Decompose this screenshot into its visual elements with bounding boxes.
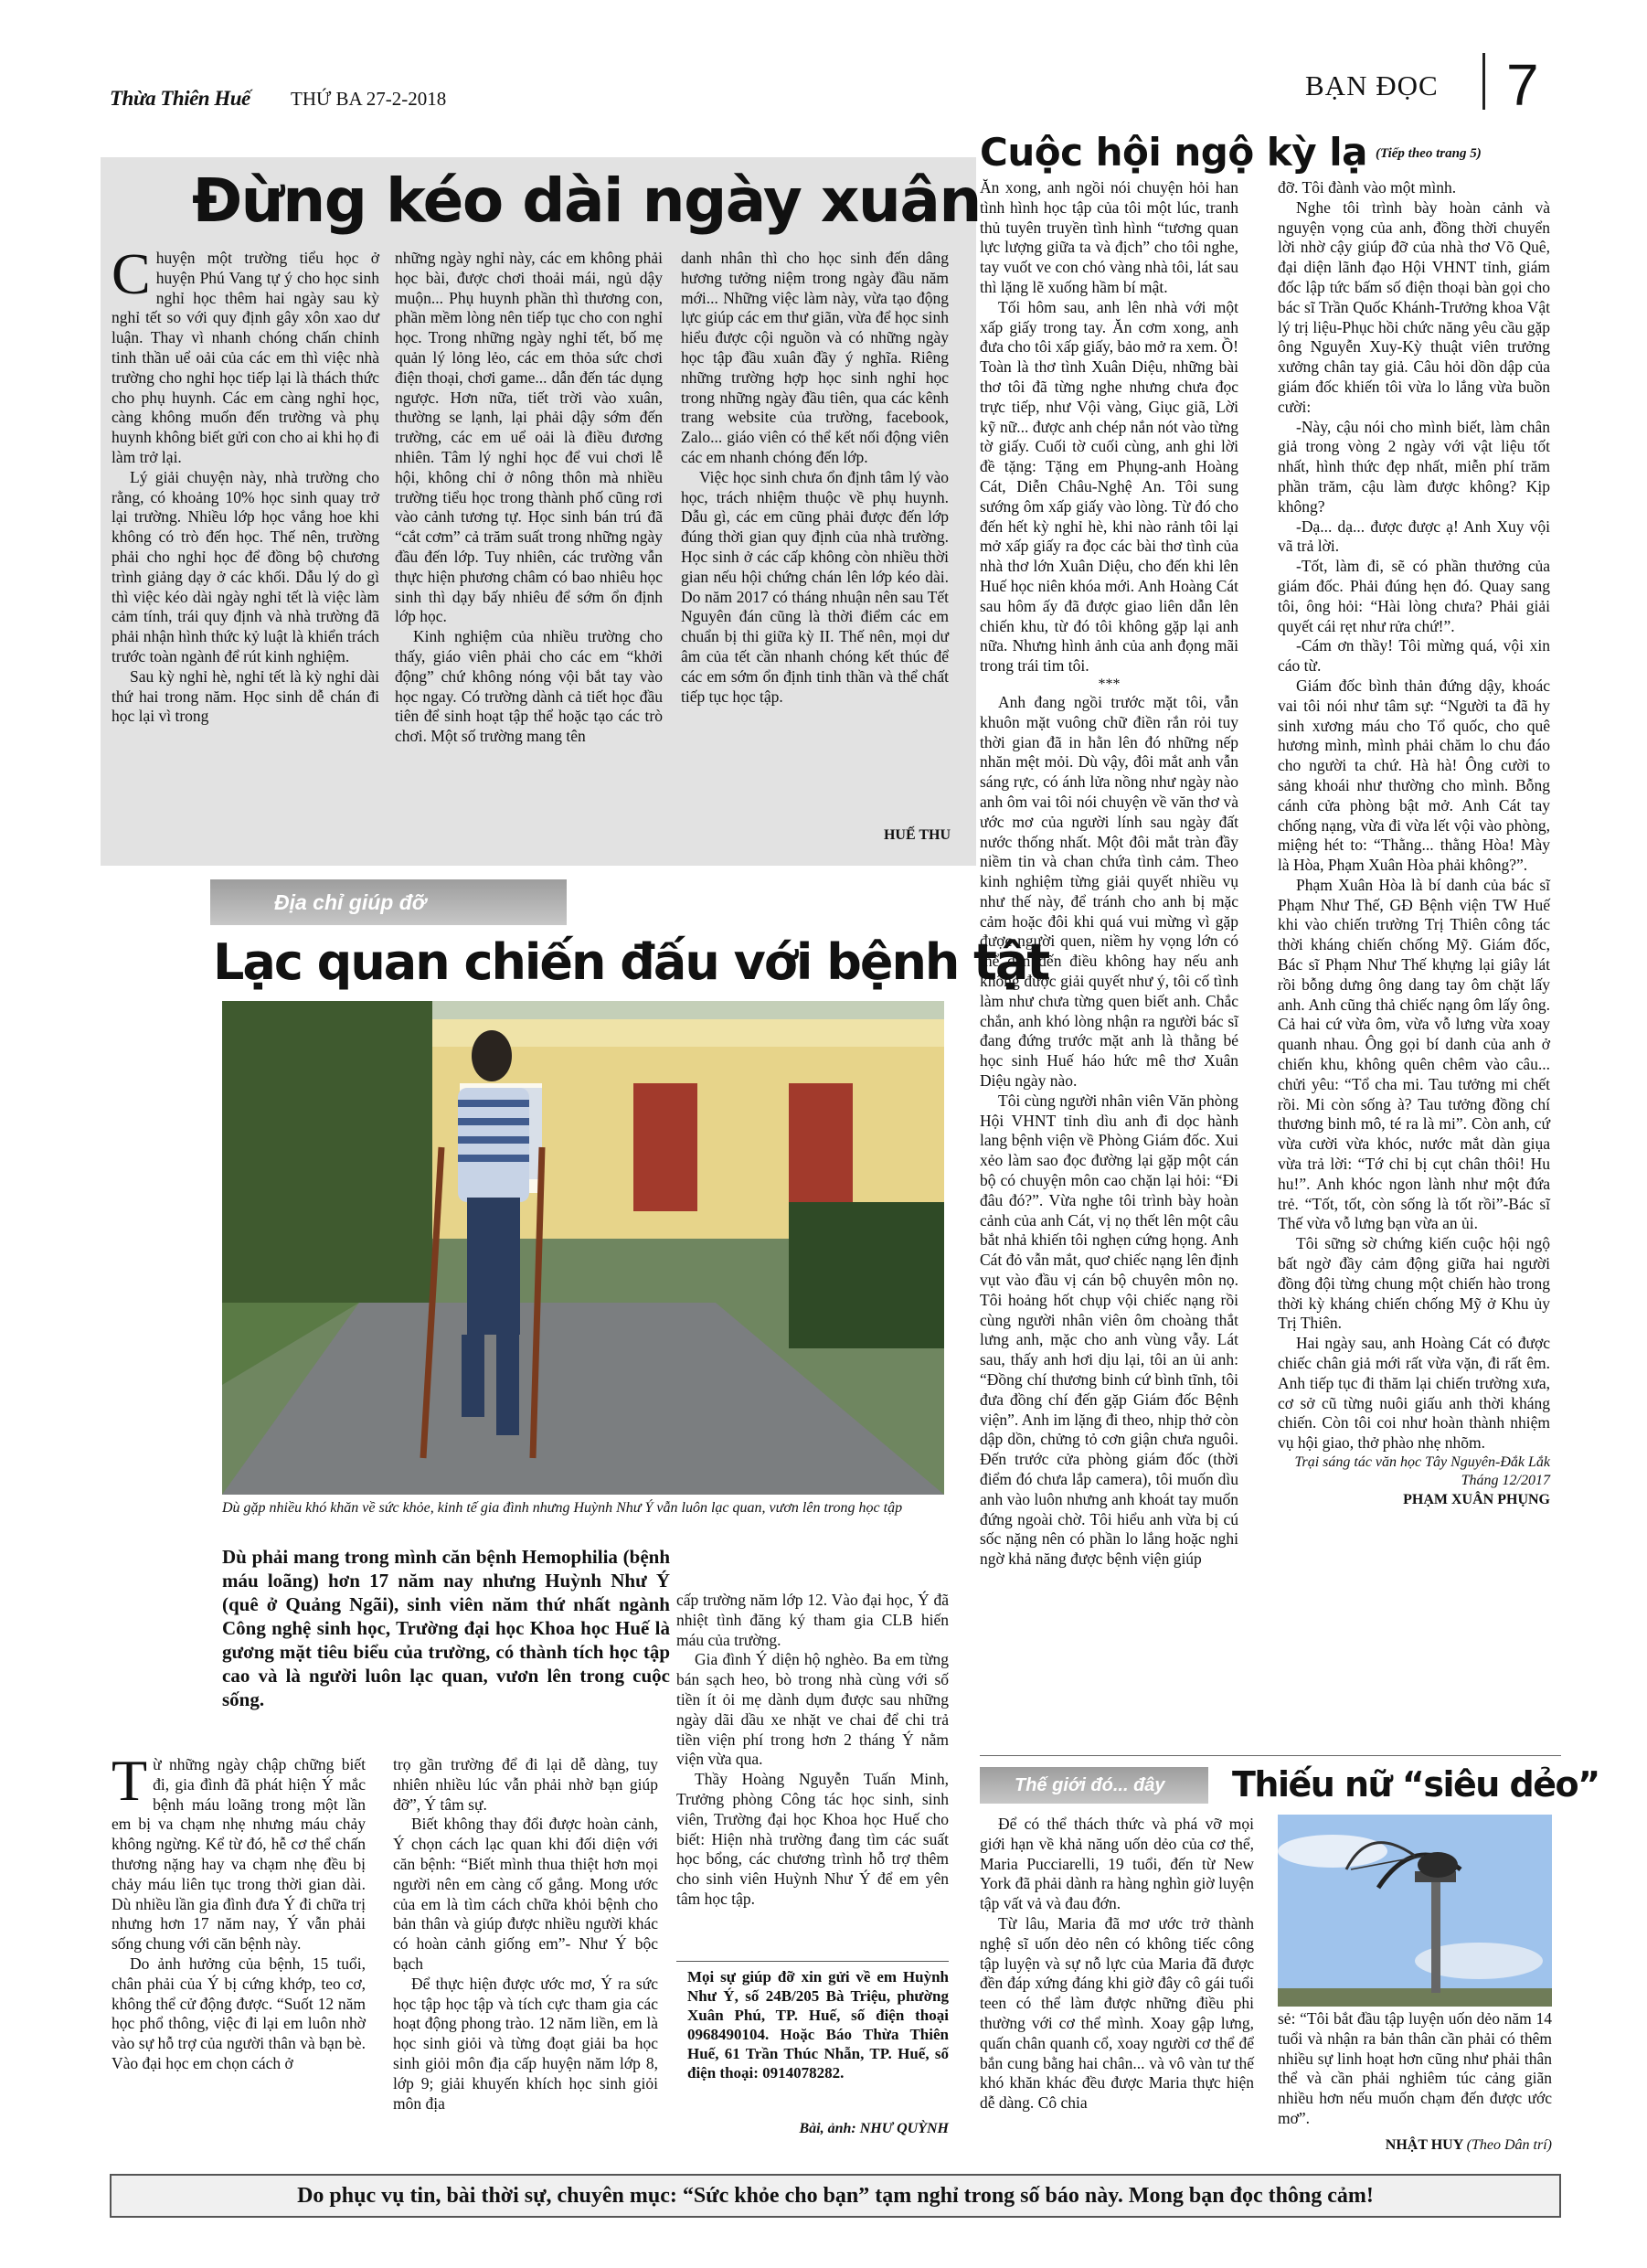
- paragraph: Sau kỳ nghỉ hè, nghỉ tết là kỳ nghỉ dài thứ hai trong năm. Học sinh dễ chán đi học lại vì trong: [112, 666, 379, 726]
- paragraph: Tôi cùng người nhân viên Văn phòng Hội VHNT tỉnh dìu anh đi dọc hành lang bệnh viện về Phòng Giám đốc. Xui xẻo làm sao đọc đường lại gặp một cán bộ có chuyện môn cao chặn lại hỏi: “Đi đâu đó?”. Vừa nghe tôi trình bày hoàn cảnh của anh Cát, vị nọ thết lên một câu bắt nhả khiến tôi nghẹn cứng họng. Anh Cát đỏ vẫn mắt, quơ chiếc nạng lên định vụt vào đầu vị cán bộ chuyên môn nọ. Tôi hoảng hốt chụp vội chiếc nạng rồi cùng người nhân viên ôm choàng thắt lưng anh, mặc cho anh vùng vẫy. Lát sau, thấy anh hơi dịu lại, tôi an ủi anh: “Đồng chí thương binh cứ bình tĩnh, tôi đưa đồng chí đến gặp Giám đốc Bệnh viện”. Anh im lặng đi theo, nhịp thở còn dập dồn, chửng tỏ cơn giận chưa nguôi. Đến trước cửa phòng giám đốc (thời điểm đó chưa lắp camera), tôi muốn dìu anh vào luôn nhưng anh khoát tay muốn đứng ngoài chờ. Tôi hiểu anh vừa bị cú sốc nặng nên có phần lo lắng hoặc nghi ngờ khả năng được bệnh viện giúp: [980, 1091, 1238, 1569]
- article3-title: Cuộc hội ngộ kỳ lạ: [980, 130, 1367, 175]
- article4-title: Thiếu nữ “siêu dẻo”: [1232, 1764, 1599, 1805]
- paragraph: trọ gần trường để đi lại dễ dàng, tuy nhiên nhiều lúc vẫn phải nhờ bạn giúp đỡ”, Ý tâm sự.: [393, 1755, 658, 1814]
- paragraph: những ngày nghỉ này, các em không phải học bài, được chơi thoải mái, ngủ dậy muộn... Phụ huynh phần thì thương con, phần mềm lòng nên tiếp tục cho con nghỉ học. Trong những ngày nghỉ tết, bố mẹ quản lý lỏng lẻo, các em thỏa sức chơi điện thoại, chơi game... dẫn đến tác dụng ngược. Hơn nữa, tiết trời vào xuân, thường se lạnh, lại phải dậy sớm đến trường, các em uể oải là điều đương nhiên. Tâm lý nghỉ học để vui chơi lễ hội, không chỉ ở nông thôn mà nhiều trường tiểu học trong thành phố cũng rơi vào cảnh tương tự. Học sinh bán trú đã “cắt cơm” cả trăm suất trong những ngày đầu đến lớp. Tuy nhiên, các trường vẫn thực hiện phương châm có bao nhiêu học sinh thì dạy bấy nhiêu để sớm ổn định lớp học.: [395, 249, 663, 626]
- paragraph: đỡ. Tôi đành vào một mình.: [1278, 178, 1457, 197]
- paragraph: Kinh nghiệm của nhiều trường cho thấy, giáo viên phải cho các em “khởi động” chứ không nóng vội bắt tay vào học ngay. Có trường dành cả tiết học đầu tiên để sinh hoạt tập thể hoặc tạo các trò chơi. Một số trường mang tên: [395, 627, 663, 746]
- paragraph: Anh đang ngồi trước mặt tôi, vẫn khuôn mặt vuông chữ điền rắn rỏi tuy thời gian đã in hằn lên đó những nếp nhăn mệt mỏi. Dù vậy, đôi mắt anh vẫn sáng rực, có ánh lửa nồng như ngày nào anh ôm vai tôi nói chuyện về văn thơ và ước mơ của người lính sau ngày đất nước thống nhất. Một đôi mắt tràn đầy niềm tin và chan chứa tình cảm. Theo kinh nghiệm từng giải quyết nhiều vụ như thế này, để tránh cho anh bị mặc cảm hoặc đôi khi quá vui mừng vì gặp được người quen, niềm hy vọng lớn có thể dẫn đến điều không hay nếu anh không được giải quyết như ý, tôi cố tình làm như chưa từng quen biết anh. Chắc chắn, anh khó lòng nhận ra người bác sĩ đang đứng trước mặt anh là thằng bé học sinh Huế háo hức mê thơ Xuân Diệu ngày nào.: [980, 692, 1238, 1091]
- paragraph: Hai ngày sau, anh Hoàng Cát có được chiếc chân giả mới rất vừa vặn, đi rất êm. Anh tiếp tục đi thăm lại chiến trường xưa, cơ sở cũ từng nuôi giấu anh thời kháng chiến. Còn tôi coi như hoàn thành nhiệm vụ hội giao, thở phào nhẹ nhõm.: [1278, 1334, 1550, 1453]
- paragraph: Nghe tôi trình bày hoàn cảnh và nguyện vọng của anh, đồng thời chuyển lời nhờ cậy giúp đỡ của nhà thơ Võ Quê, đại diện lãnh đạo Hội VHNT tỉnh, giám đốc lập tức bấm số điện thoại bàn gọi cho bác sĩ Trần Quốc Khánh-Trưởng khoa Vật lý trị liệu-Phục hồi chức năng yêu cầu gặp ông Nguyễn Xuy-Kỳ thuật viên trưởng xưởng chân tay giả. Câu hỏi dồn dập của giám đốc khiến tôi vừa lo lắng vừa buồn cười:: [1278, 197, 1550, 416]
- article1-col2: [395, 249, 663, 747]
- paragraph: Để thực hiện được ước mơ, Ý ra sức học tập học tập và tích cực tham gia các hoạt động phong trào. 12 năm liền, em là học sinh giỏi và từng đoạt giải ba học sinh giỏi môn địa cấp huyện năm lớp 8, lớp 9; giải khuyến khích học sinh giỏi môn địa: [393, 1974, 658, 2113]
- paragraph: -Cám ơn thầy! Tôi mừng quá, vội xin cáo từ.: [1278, 636, 1550, 676]
- section-break: ***: [1098, 676, 1121, 692]
- article2-title: Lạc quan chiến đấu với bệnh tật: [213, 933, 1049, 991]
- page-number: 7: [1506, 52, 1539, 118]
- article1-title: Đừng kéo dài ngày xuân: [192, 165, 981, 236]
- paragraph: Tối hôm sau, anh lên nhà với một xấp giấy trong tay. Ăn cơm xong, anh đưa cho tôi xấp giấy, bảo mở ra xem. Ồ! Toàn là thơ tình Xuân Diệu, những bài thơ tôi đã từng nghe nhưng chưa đọc trực tiếp, như Vội vàng, Giục giã, Lời kỹ nữ... được anh chép nắn nót vào từng tờ giấy. Cuối tờ cuối cùng, anh ghi lời đề tặng: Tặng em Phụng-anh Hoàng Cát, Diễn Châu-Nghệ An. Tôi sung sướng ôm xấp giấy vào lòng. Từ đó cho đến hết kỳ nghỉ hè, khi nào rảnh tôi lại mở xấp giấy ra đọc các bài thơ tình của nhà thơ lớn Xuân Diệu, cho đến khi lên Huế học niên khóa mới. Anh Hoàng Cát sau hôm ấy đã được giao liên dẫn lên chiến khu, từ đó tôi không gặp lại anh nữa. Nhưng hình ảnh của anh đọng mãi trong trái tim tôi.: [980, 297, 1238, 676]
- paragraph: cấp trường năm lớp 12. Vào đại học, Ý đã nhiệt tình đăng ký tham gia CLB hiến máu của trường.: [676, 1591, 949, 1649]
- article4-author: NHẬT HUY: [1385, 2137, 1463, 2153]
- paragraph: Biết không thay đổi được hoàn cảnh, Ý chọn cách lạc quan khi đối diện với căn bệnh: “Biết mình thua thiệt hơn mọi người nên em càng cố gắng. Mong ước của em là tìm cách chữa khỏi bệnh cho bản thân và giúp được nhiều người khác có hoàn cảnh giống em”- Như Ý bộc bạch: [393, 1815, 658, 1973]
- photo-contortionist-archer: [1278, 1815, 1552, 2007]
- paragraph: -Tốt, làm đi, sẽ có phần thưởng của giám đốc. Phải đúng hẹn đó. Quay sang tôi, ông hỏi: “Hài lòng chưa? Phải giải quyết cái rẹt như rửa chứ!”.: [1278, 557, 1550, 635]
- paragraph: Việc học sinh chưa ổn định tâm lý vào học, trách nhiệm thuộc về phụ huynh. Dẫu gì, các em cũng phải được đến lớp đúng thời gian quy định của nhà trường. Học sinh ở các cấp không còn nhiều thời gian nếu hội chứng chán lên lớp kéo dài. Do năm 2017 có tháng nhuận nên sau Tết Nguyên đán cũng là thời điểm các em chuẩn bị thi giữa kỳ II. Thế nên, mọi dư âm của tết cần nhanh chóng kết thúc để các em sớm ổn định tinh thần và thể chất tiếp tục học tập.: [681, 467, 949, 706]
- paragraph: Gia đình Ý diện hộ nghèo. Ba em từng bán sạch heo, bò trong nhà cùng với số tiền ít ỏi mẹ dành dụm được sau những ngày dãi dầu xe nhặt ve chai để chi trả tiền viện phí trong hơn 2 tháng Ý nằm viện vừa qua.: [676, 1650, 949, 1769]
- article3-date: Tháng 12/2017: [1461, 1473, 1550, 1488]
- donation-rule: [676, 1961, 949, 1962]
- paragraph: Phạm Xuân Hòa là bí danh của bác sĩ Phạm Như Thế, GĐ Bệnh viện TW Huế khi vào chiến trường Trị Thiên công tác thời kháng chiến chống Mỹ. Giám đốc, Bác sĩ Phạm Như Thế khựng lại giây lát rồi bỗng dưng ông dang tay ôm chặt lấy anh. Anh cũng thả chiếc nạng ôm lấy ông. Cả hai cứ vừa ôm, vừa vỗ lưng vừa xoay quanh nhau. Ông gọi bí danh của anh ở chiến khu, không quên chêm vào câu... chửi yêu: “Tổ cha mi. Tau tưởng mi chết rồi. Mi còn sống à? Tau tưởng đồng chí thương binh mô, té ra là mi”. Còn anh, cứ vừa cười vừa khóc, nước mắt dàn giụa vừa trả lời: “Tớ chỉ bị cụt chân thôi! Hu hu!”. Anh khóc ngon lành như một đứa trẻ. “Tốt, tốt, còn sống là tốt rồi”-Bác sĩ Thế vừa vỗ lưng bạn vừa an ủi.: [1278, 875, 1550, 1233]
- drop-cap: C: [112, 241, 151, 306]
- article1-col3: [681, 249, 949, 707]
- paragraph: sẻ: “Tôi bắt đầu tập luyện uốn dẻo năm 14 tuổi và nhận ra bản thân cần phải có thêm nhiều sự linh hoạt hơn cũng như phải thân thể và cần phải nghiêm túc cảng giãn nhiều hơn nếu muốn chạm đến được ước mơ”.: [1278, 2009, 1552, 2127]
- paragraph: Lý giải chuyện này, nhà trường cho rằng, có khoảng 10% học sinh quay trở lại trường. Nhiều lớp học vắng hoe khi không có trò đến học. Thế nên, trường phải cho nghỉ học để đồng bộ chương trình giảng dạy ở các khối. Dẫu lý do gì thì việc kéo dài ngày nghỉ tết là việc làm cảm tính, trái quy định và nhà trường đã phải nhận hình thức kỷ luật là khiển trách trước toàn ngành để rút kinh nghiệm.: [112, 467, 379, 665]
- donation-info: Mọi sự giúp đỡ xin gửi về em Huỳnh Như Ý, số 24B/205 Bà Triệu, phường Xuân Phú, TP. Huế, số điện thoại 0968490104. Hoặc Báo Thừa Thiên Huế, 61 Trần Thúc Nhẫn, TP. Huế, số điện thoại: 0914078282.: [687, 1968, 949, 2082]
- article3-continued: (Tiếp theo trang 5): [1376, 146, 1482, 161]
- article3-col2: [1278, 178, 1550, 1510]
- paragraph: Do ảnh hưởng của bệnh, 15 tuổi, chân phải của Ý bị cứng khớp, teo cơ, không thể cử động được. “Suốt 12 năm học phổ thông, việc đi lại em luôn nhờ vào sự hỗ trợ của người thân và bạn bè. Vào đại học em chọn cách ở: [112, 1954, 366, 2072]
- photo-illustration: [222, 1001, 944, 1495]
- paragraph: Tôi sững sờ chứng kiến cuộc hội ngộ bất ngờ đầy cảm động giữa hai người đồng đội từng chung một chiến hào trong thời kỳ kháng chiến chống Mỹ ở Khu ủy Trị Thiên.: [1278, 1234, 1550, 1333]
- article4-top-rule: [980, 1755, 1561, 1756]
- article2-col3: [676, 1591, 949, 1910]
- article4-col1: [980, 1815, 1254, 2114]
- article4-byline: [1278, 2137, 1552, 2154]
- article2-col2: [393, 1755, 658, 2114]
- article2-col1: [112, 1748, 366, 2074]
- article2-lede: Dù phải mang trong mình căn bệnh Hemophilia (bệnh máu loãng) hơn 17 năm nay nhưng Huỳnh Như Ý (quê ở Quảng Ngãi), sinh viên năm thứ nhất ngành Công nghệ sinh học, Trường đại học Khoa học Huế là gương mặt tiêu biểu của trường, có thành tích học tập cao và là người luôn lạc quan, vươn lên trong cuộc sống.: [222, 1546, 670, 1710]
- paragraph: -Này, cậu nói cho mình biết, làm chân giả trong vòng 2 ngày với vật liệu tốt nhất, hình thức đẹp nhất, miễn phí trăm phần trăm, cậu làm được không? Kịp không?: [1278, 417, 1550, 516]
- article3-col1: [980, 178, 1238, 1570]
- paragraph: Giám đốc bình thản đứng dậy, khoác vai tôi nói như tâm sự: “Người ta đã hy sinh xương máu cho Tổ quốc, cho quê hương mình, mình phải chăm lo chu đáo cho người ta chứ. Hà hà! Ông cười to sảng khoái như thường cho mình. Bỗng cánh cửa phòng bật mở. Anh Cát tay chống nạng, vừa đi vừa lết vội vào phòng, miệng hét to: “Thằng... thằng Hòa! Mày là Hòa, Phạm Xuân Hòa phải không?”.: [1278, 676, 1550, 875]
- newspaper-name: Thừa Thiên Huế: [110, 87, 250, 110]
- drop-cap: T: [112, 1748, 148, 1813]
- issue-date: THỨ BA 27-2-2018: [291, 88, 447, 110]
- section-tag-dia-chi-giup-do: Địa chỉ giúp đỡ: [210, 879, 567, 925]
- header-divider: [1482, 53, 1485, 110]
- paragraph: ừ những ngày chập chững biết đi, gia đình đã phát hiện Ý mắc bệnh máu loãng trong một lần em bị va chạm nhẹ nhưng máu chảy không ngừng. Kể từ đó, hễ cơ thể chấn thương nặng hay va chạm nhẹ đều bị chảy máu liên tục trong thời gian dài. Dù nhiều lần gia đình đưa Ý đi chữa trị nhưng hơn 17 năm nay, Ý vẫn phải sống chung với căn bệnh này.: [112, 1755, 366, 1954]
- article4-source: (Theo Dân trí): [1466, 2137, 1552, 2153]
- article1-author: HUẾ THU: [883, 827, 951, 843]
- photo-caption: Dù gặp nhiều khó khăn về sức khỏe, kinh tế gia đình nhưng Huỳnh Như Ý vẫn luôn lạc quan, vươn lên trong học tập: [222, 1500, 903, 1516]
- paragraph: Ăn xong, anh ngồi nói chuyện hỏi han tình hình học tập của tôi một lúc, tranh thủ tuyên truyền tình hình “tương quan lực lượng giữa ta và địch” cho tôi nghe, tay vuốt ve con chó vàng nhà tôi, lát sau thì lặng lẽ xuống hầm bí mật.: [980, 178, 1238, 296]
- paragraph: Từ lâu, Maria đã mơ ước trở thành nghệ sĩ uốn dẻo nên có không tiếc công tập luyện và sự nỗ lực của Maria đã được đền đáp xứng đáng khi giờ đây cô gái tuổi teen có thể làm được những điều phi thường với cơ thể mình. Xoay gập lưng, quấn chân quanh cổ, xoay người cơ thể để bắn cung bằng hai chân... và vô vàn tư thế khó khăn khác đều được Maria thực hiện dễ dàng. Cô chia: [980, 1913, 1254, 2113]
- article3-author: PHẠM XUÂN PHỤNG: [1403, 1492, 1550, 1507]
- paragraph: huyện một trường tiểu học ở huyện Phú Vang tự ý cho học sinh nghỉ học thêm hai ngày sau kỳ nghỉ tết so với quy định gây xôn xao dư luận. Thay vì nhanh chóng chấn chỉnh tinh thần uể oải của các em thì việc nhà trường cho nghỉ học tiếp lại là thách thức cho phụ huynh. Các em càng nghỉ học, càng không muốn đến trường và phụ huynh không biết gửi con cho ai khi họ đi làm trở lại.: [112, 249, 379, 466]
- photo-illustration: [1278, 1815, 1552, 2007]
- article4-col2: [1278, 2009, 1552, 2129]
- article2-author: Bài, ảnh: NHƯ QUỲNH: [799, 2121, 949, 2136]
- paragraph: -Dạ... dạ... được được ạ! Anh Xuy vội vã trả lời.: [1278, 516, 1550, 556]
- article3-note: Trại sáng tác văn học Tây Nguyên-Đắk Lắk: [1294, 1454, 1550, 1470]
- paragraph: Thầy Hoàng Nguyễn Tuấn Minh, Trưởng phòng Công tác học sinh, sinh viên, Trường đại học Khoa học Huế cho biết: Hiện nhà trường đang tìm các suất học bổng, các chương trình hỗ trợ thêm cho sinh viên Huỳnh Như Ý để em yên tâm học tập.: [676, 1770, 949, 1908]
- footer-notice: Do phục vụ tin, bài thời sự, chuyên mục: “Sức khỏe cho bạn” tạm nghỉ trong số báo này. Mong bạn đọc thông cảm!: [110, 2174, 1561, 2218]
- section-tag-the-gioi-do-day: Thế giới đó... đây: [980, 1767, 1208, 1804]
- paragraph: Để có thể thách thức và phá vỡ mọi giới hạn về khả năng uốn dẻo của cơ thể, Maria Pucciarelli, 19 tuổi, đến từ New York đã phải dành ra hàng nghìn giờ luyện tập vất vả và đau đớn.: [980, 1815, 1254, 1913]
- photo-student-crutches: [222, 1001, 944, 1495]
- paragraph: danh nhân thì cho học sinh đến dâng hương tưởng niệm trong ngày đầu năm mới... Những việc làm này, vừa tạo động lực giúp các em thư giãn, vừa để học sinh hiểu được cội nguồn và có những ngày học tập đầu xuân đầy ý nghĩa. Riêng những trường hợp học sinh nghỉ học trong những ngày đầu tiên, qua các kênh trang website của trường, facebook, Zalo... giáo viên có thể kết nối động viên các em nhanh chóng đến lớp.: [681, 249, 949, 466]
- section-title: BẠN ĐỌC: [1305, 69, 1439, 101]
- article1-col1: [112, 241, 379, 727]
